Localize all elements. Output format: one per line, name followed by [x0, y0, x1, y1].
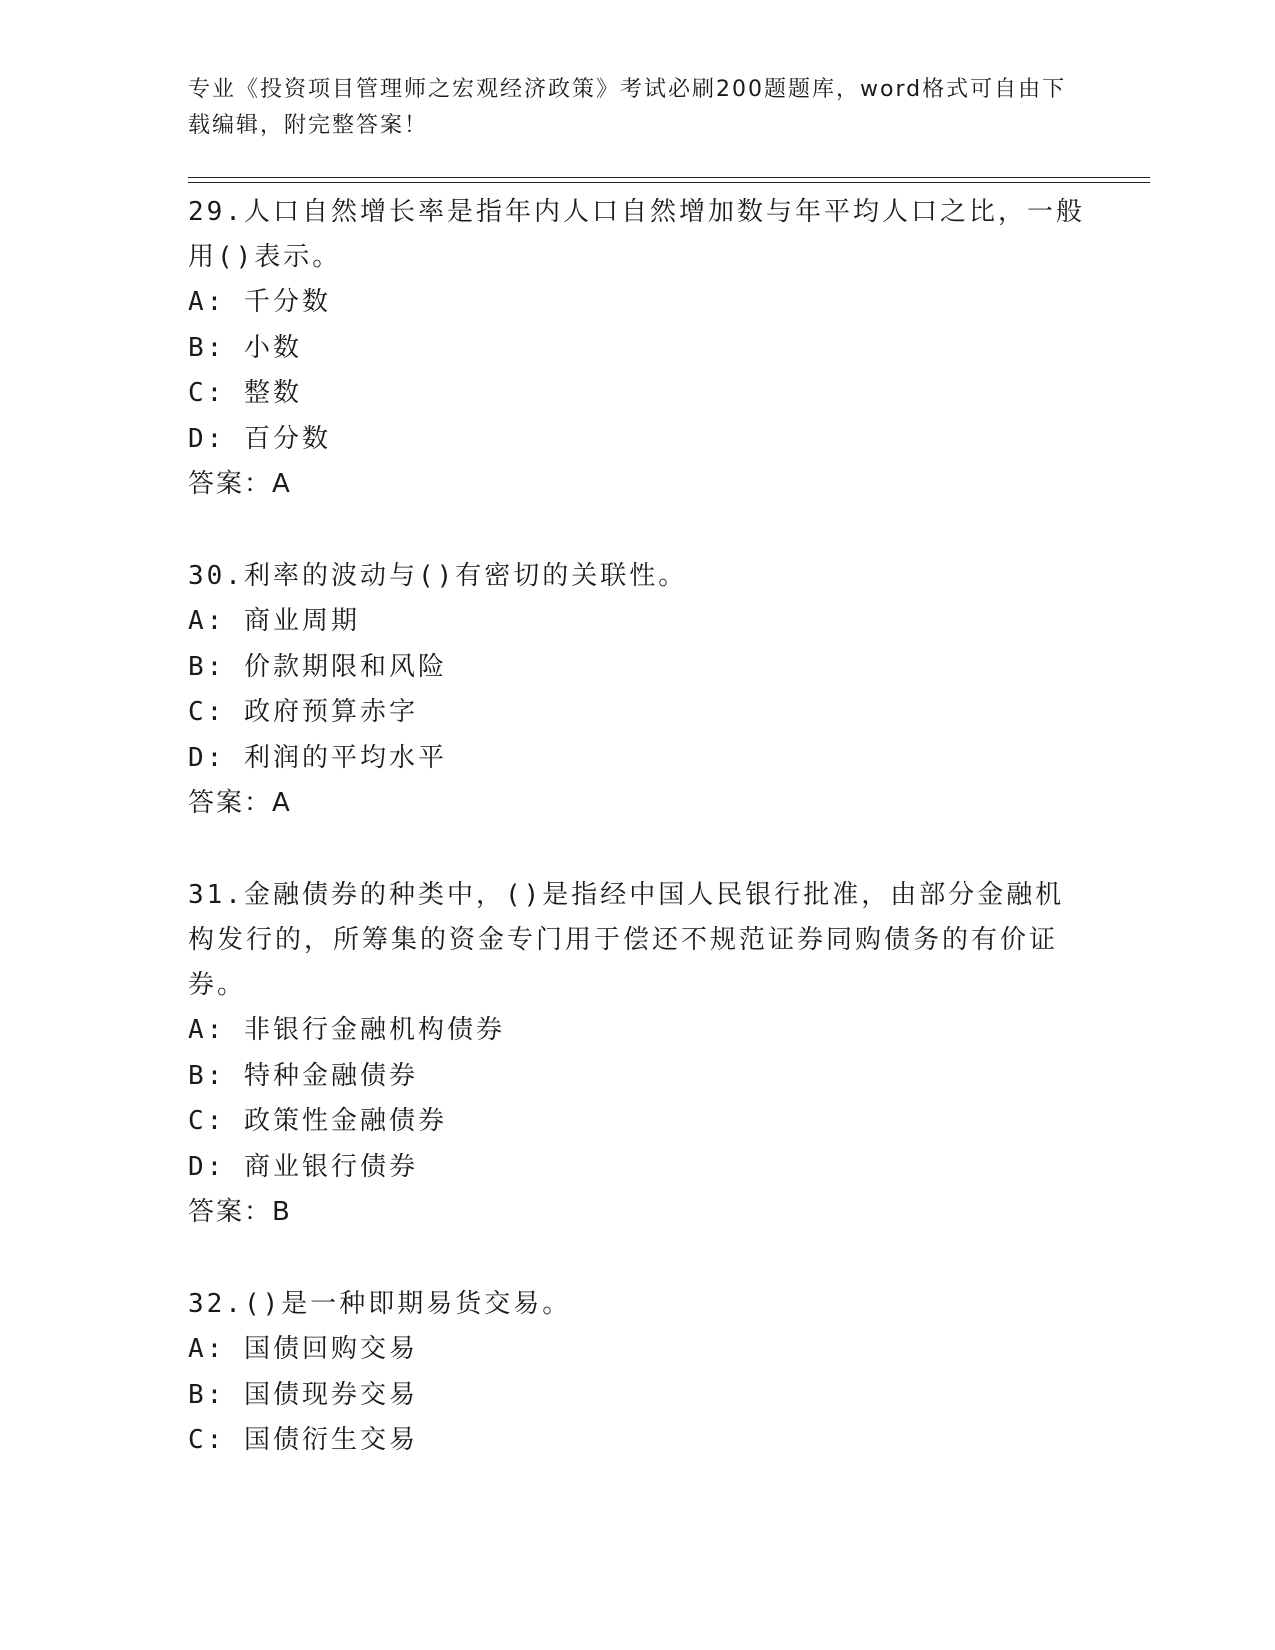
- option-a: A: 非银行金融机构债券: [188, 1015, 505, 1045]
- option-c: C: 整数: [188, 378, 302, 408]
- option-a: A: 商业周期: [188, 606, 360, 636]
- option-c: C: 政府预算赤字: [188, 697, 418, 727]
- option-b: B: 小数: [188, 332, 302, 363]
- option-c: C: 国债衍生交易: [188, 1425, 418, 1455]
- header-divider-bottom: [188, 182, 1150, 183]
- header-divider-top: [188, 177, 1150, 178]
- question-32: [188, 1282, 1088, 1464]
- question-stem: 29.人口自然增长率是指年内人口自然增加数与年平均人口之比，一般用()表示。: [188, 197, 1085, 272]
- option-d: D: 百分数: [188, 423, 331, 454]
- question-30: [188, 554, 1088, 826]
- option-d: D: 利润的平均水平: [188, 742, 447, 773]
- option-b: B: 特种金融债券: [188, 1060, 418, 1091]
- document-header: 专业《投资项目管理师之宏观经济政策》考试必刷200题题库，word格式可自由下载编辑，附完整答案！: [188, 77, 1067, 138]
- question-29: [188, 190, 1088, 507]
- option-d: D: 商业银行债券: [188, 1151, 418, 1182]
- option-a: A: 国债回购交易: [188, 1334, 418, 1364]
- question-31: [188, 873, 1088, 1235]
- question-stem: 32.()是一种即期易货交易。: [188, 1289, 572, 1319]
- option-a: A: 千分数: [188, 287, 331, 317]
- option-c: C: 政策性金融债券: [188, 1106, 447, 1136]
- option-b: B: 国债现券交易: [188, 1379, 418, 1410]
- option-b: B: 价款期限和风险: [188, 651, 447, 682]
- answer-line: 答案：A: [188, 788, 292, 818]
- answer-line: 答案：B: [188, 1197, 292, 1227]
- question-list: [188, 190, 1088, 1464]
- answer-line: 答案：A: [188, 469, 292, 499]
- question-stem: 31.金融债券的种类中，()是指经中国人民银行批准，由部分金融机构发行的，所筹集的资金专门用于偿还不规范证券同购债务的有价证券。: [188, 880, 1065, 1000]
- question-stem: 30.利率的波动与()有密切的关联性。: [188, 561, 688, 591]
